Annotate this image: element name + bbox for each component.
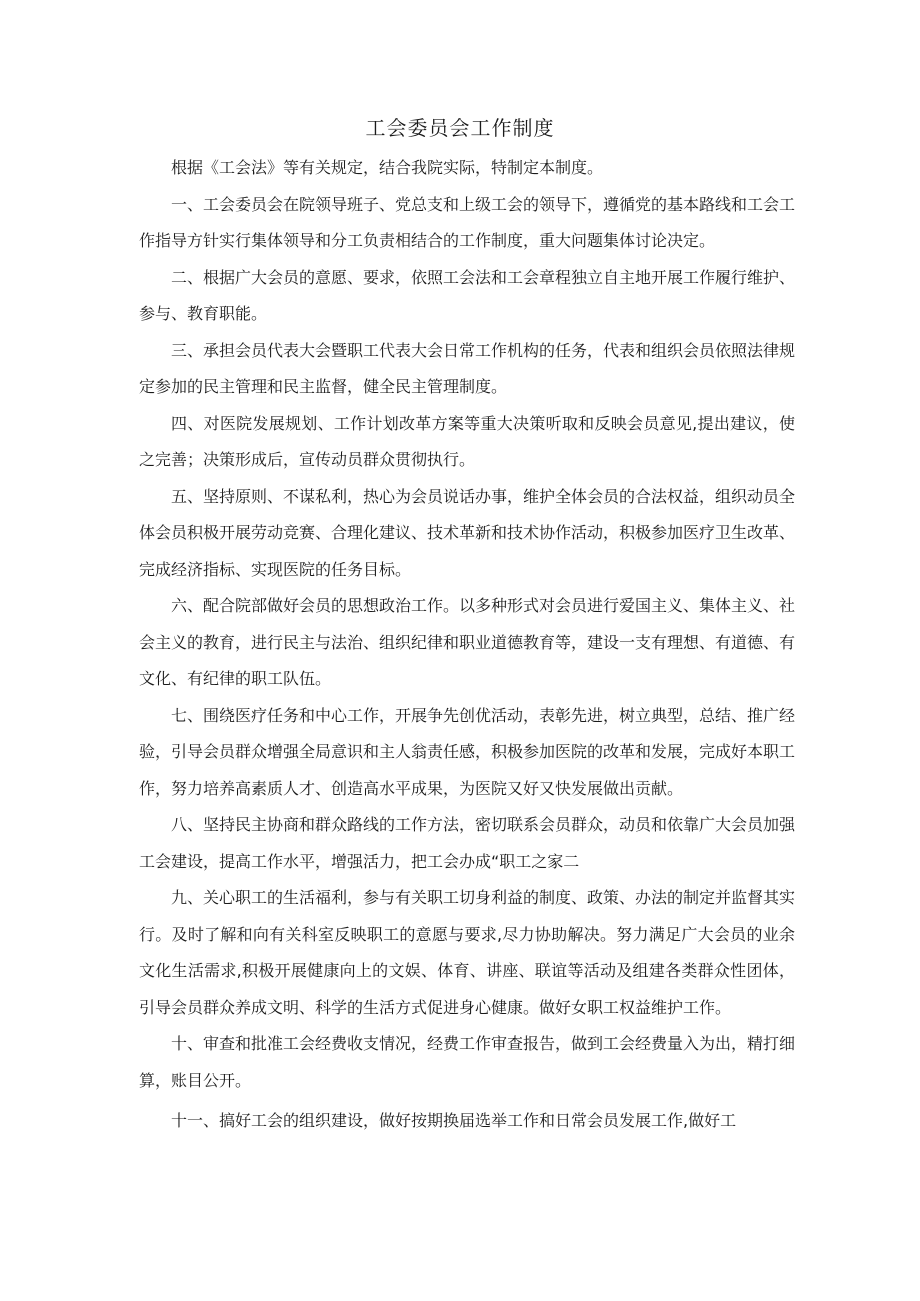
paragraph-1: 一、工会委员会在院领导班子、党总支和上级工会的领导下，遵循党的基本路线和工会工作指导方针实行集体领导和分工负责相结合的工作制度，重大问题集体讨论决定。 (139, 194, 796, 250)
paragraph-3: 三、承担会员代表大会暨职工代表大会日常工作机构的任务，代表和组织会员依照法律规定参加的民主管理和民主监督，健全民主管理制度。 (139, 340, 796, 396)
paragraph-11: 十一、搞好工会的组织建设，做好按期换届选举工作和日常会员发展工作,做好工 (171, 1111, 737, 1130)
paragraph-6: 六、配合院部做好会员的思想政治工作。以多种形式对会员进行爱国主义、集体主义、社会主义的教育，进行民主与法治、组织纪律和职业道德教育等，建设一支有理想、有道德、有文化、有纪律的职工队伍。 (139, 596, 796, 688)
paragraph-intro: 根据《工会法》等有关规定，结合我院实际，特制定本制度。 (171, 158, 604, 177)
document-title: 工会委员会工作制度 (365, 116, 555, 140)
paragraph-9: 九、关心职工的生活福利，参与有关职工切身利益的制度、政策、办法的制定并监督其实行。及时了解和向有关科室反映职工的意愿与要求,尽力协助解决。努力满足广大会员的业余文化生活需求,积极开展健康向上的文娱、体育、讲座、联谊等活动及组建各类群众性团体，引导会员群众养成文明、科学的生活方式促进身心健康。做好女职工权益维护工作。 (139, 888, 796, 1017)
paragraph-10: 十、审查和批准工会经费收支情况，经费工作审查报告，做到工会经费量入为出，精打细算，账目公开。 (139, 1034, 796, 1090)
paragraph-8: 八、坚持民主协商和群众路线的工作方法，密切联系会员群众，动员和依靠广大会员加强工会建设，提高工作水平，增强活力，把工会办成“职工之家二 (139, 815, 796, 871)
document-body (139, 150, 795, 1140)
paragraph-4: 四、对医院发展规划、工作计划改革方案等重大决策听取和反映会员意见,提出建议，使之完善；决策形成后，宣传动员群众贯彻执行。 (139, 413, 795, 469)
paragraph-5: 五、坚持原则、不谋私利，热心为会员说话办事，维护全体会员的合法权益，组织动员全体会员积极开展劳动竞赛、合理化建议、技术革新和技术协作活动，积极参加医疗卫生改革、完成经济指标、实现医院的任务目标。 (139, 486, 796, 579)
paragraph-2: 二、根据广大会员的意愿、要求，依照工会法和工会章程独立自主地开展工作履行维护、参与、教育职能。 (139, 267, 796, 323)
paragraph-7: 七、围绕医疗任务和中心工作，开展争先创优活动，表彰先进，树立典型，总结、推广经验，引导会员群众增强全局意识和主人翁责任感，积极参加医院的改革和发展，完成好本职工作，努力培养高素质人才、创造高水平成果，为医院又好又快发展做出贡献。 (139, 705, 796, 798)
